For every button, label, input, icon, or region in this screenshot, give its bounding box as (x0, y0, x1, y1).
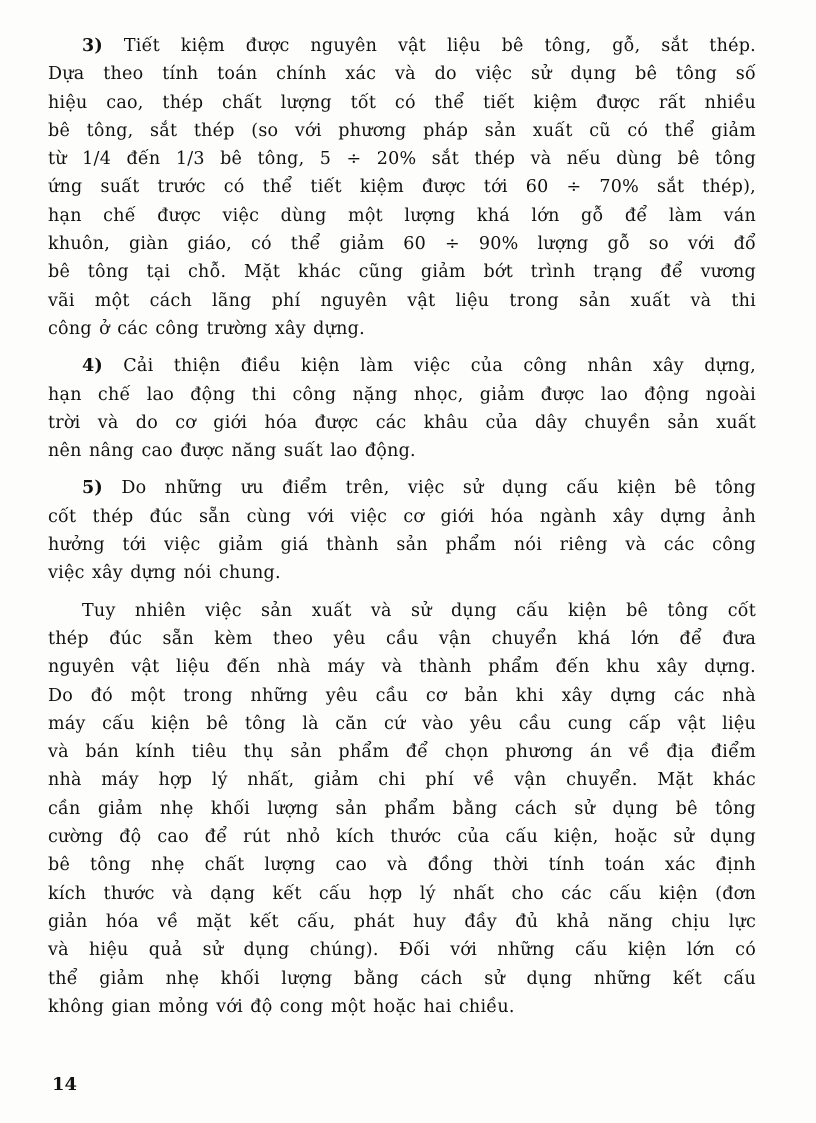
text-line: kích thước và dạng kết cấu hợp lý nhất cho các cấu kiện (đơn (48, 883, 756, 904)
text-line: việc xây dựng nói chung. (48, 563, 281, 584)
text-line: hạn chế lao động thi công nặng nhọc, giảm được lao động ngoài (48, 384, 756, 405)
text-line: và bán kính tiêu thụ sản phẩm để chọn phương án về địa điểm (48, 742, 756, 763)
text-line: bê tông tại chỗ. Mặt khác cũng giảm bớt trình trạng để vương (48, 262, 756, 283)
text-line: Do đó một trong những yêu cầu cơ bản khi xây dựng các nhà (48, 685, 756, 706)
text-line: không gian mỏng với độ cong một hoặc hai chiều. (48, 996, 515, 1017)
text-line: và hiệu quả sử dụng chúng). Đối với những cấu kiện lớn có (48, 940, 756, 961)
text-line: máy cấu kiện bê tông là căn cứ vào yêu cầu cung cấp vật liệu (48, 713, 756, 734)
text-line: bê tông nhẹ chất lượng cao và đồng thời tính toán xác định (48, 855, 756, 876)
text-line: ứng suất trước có thể tiết kiệm được tới 60 ÷ 70% sắt thép), (48, 177, 756, 198)
text-line: 4) Cải thiện điều kiện làm việc của công nhân xây dựng, (82, 356, 756, 377)
item-number: 5) (82, 478, 103, 499)
paragraph-item-4 (48, 352, 756, 465)
text-line: công ở các công trường xây dựng. (48, 318, 365, 339)
text-line: cường độ cao để rút nhỏ kích thước của cấu kiện, hoặc sử dụng (48, 827, 756, 848)
text-line: hạn chế được việc dùng một lượng khá lớn gỗ để làm ván (48, 205, 756, 226)
item-number: 3) (82, 36, 103, 56)
text-line: cần giảm nhẹ khối lượng sản phẩm bằng cách sử dụng bê tông (48, 798, 756, 819)
text-line: nhà máy hợp lý nhất, giảm chi phí về vận chuyển. Mặt khác (48, 770, 756, 791)
text-line: Tuy nhiên việc sản xuất và sử dụng cấu kiện bê tông cốt (82, 600, 756, 621)
text-line: thể giảm nhẹ khối lượng bằng cách sử dụng những kết cấu (48, 968, 756, 989)
paragraph-closing (48, 597, 756, 1021)
text-column (48, 32, 756, 1030)
page-number: 14 (52, 1074, 78, 1095)
text-line: khuôn, giàn giáo, có thể giảm 60 ÷ 90% lượng gỗ so với đổ (48, 234, 756, 255)
text-line: nguyên vật liệu đến nhà máy và thành phẩm đến khu xây dựng. (48, 657, 756, 678)
paragraph-item-5 (48, 474, 756, 587)
text-line: trời và do cơ giới hóa được các khâu của dây chuyền sản xuất (48, 412, 756, 433)
paragraph-item-3 (48, 32, 756, 343)
text-line: hiệu cao, thép chất lượng tốt có thể tiết kiệm được rất nhiều (48, 92, 756, 113)
text-line: cốt thép đúc sẵn cùng với việc cơ giới hóa ngành xây dựng ảnh (48, 506, 756, 527)
item-number: 4) (82, 356, 103, 377)
text-line: Dựa theo tính toán chính xác và do việc sử dụng bê tông số (48, 64, 756, 85)
text-line: 5) Do những ưu điểm trên, việc sử dụng cấu kiện bê tông (82, 478, 756, 499)
text-line: bê tông, sắt thép (so với phương pháp sản xuất cũ có thể giảm (48, 120, 756, 141)
text-line: hưởng tới việc giảm giá thành sản phẩm nói riêng và các công (48, 535, 756, 556)
text-line: thép đúc sẵn kèm theo yêu cầu vận chuyển khá lớn để đưa (48, 628, 756, 649)
text-line: vãi một cách lãng phí nguyên vật liệu trong sản xuất và thi (48, 290, 756, 311)
text-line: nên nâng cao được năng suất lao động. (48, 441, 416, 462)
text-line: từ 1/4 đến 1/3 bê tông, 5 ÷ 20% sắt thép và nếu dùng bê tông (48, 149, 756, 170)
text-line: giản hóa về mặt kết cấu, phát huy đầy đủ khả năng chịu lực (48, 911, 756, 932)
text-line: 3) Tiết kiệm được nguyên vật liệu bê tông, gỗ, sắt thép. (82, 36, 756, 56)
